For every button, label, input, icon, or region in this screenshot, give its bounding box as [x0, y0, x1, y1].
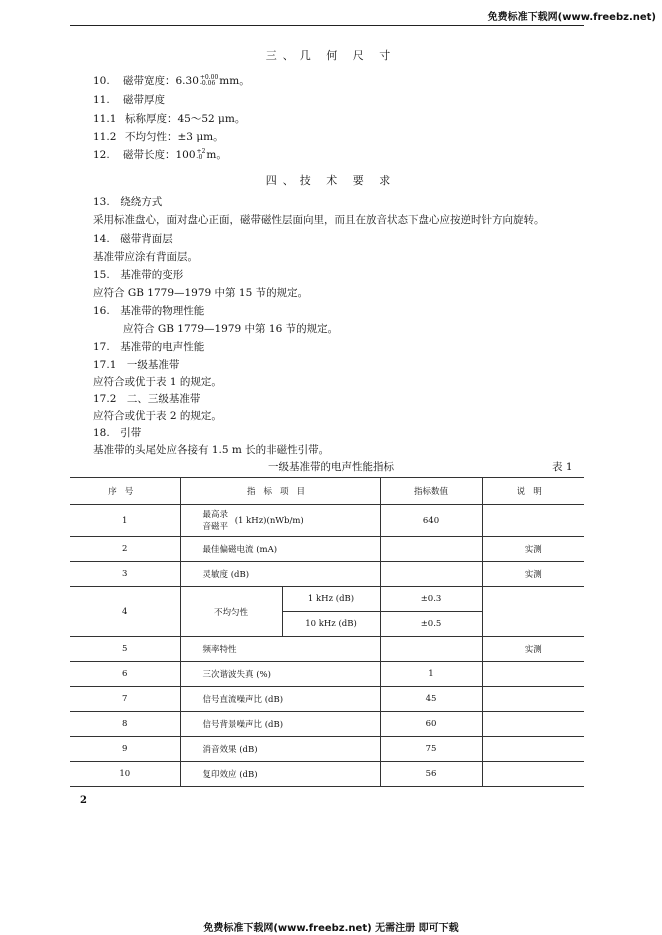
item-number: 11.2 [93, 131, 117, 143]
table-row [70, 562, 584, 587]
item-text: 磁带厚度 [123, 94, 165, 106]
cell-value: 45 [380, 687, 482, 712]
cell-no: 2 [70, 537, 180, 562]
tolerance-lower: -0 [196, 154, 203, 161]
req-line: 15. 基准带的变形 [93, 269, 184, 281]
item-name-extra: (1 kHz)(nWb/m) [234, 515, 304, 526]
req-line: 采用标准盘心，面对盘心正面，磁带磁性层面向里，而且在放音状态下盘心应按逆时针方向旋转。 [93, 214, 545, 226]
item-10-tape-width [93, 74, 250, 88]
section-title-geometry: 三、几 何 尺 寸 [265, 49, 397, 62]
table-row [70, 687, 584, 712]
item-name-stack [203, 509, 229, 533]
cell-value: 640 [380, 505, 482, 537]
req-line: 16. 基准带的物理性能 [93, 305, 205, 317]
item-unit: m。 [206, 149, 227, 161]
col-header-no: 序号 [70, 478, 180, 505]
site-header-text: 免费标准下载网(www.freebz.net) [487, 12, 656, 23]
item-number: 10. [93, 75, 110, 87]
electroacoustic-spec-table [70, 477, 584, 787]
cell-note [482, 737, 584, 762]
cell-note: 实测 [482, 562, 584, 587]
cell-note [482, 505, 584, 537]
cell-no: 3 [70, 562, 180, 587]
item-11-2-nonuniformity [93, 130, 224, 144]
cell-note [482, 762, 584, 787]
cell-value: 75 [380, 737, 482, 762]
item-value: 6.30 [175, 75, 199, 87]
cell-value: 1 [380, 662, 482, 687]
req-line: 17.2 二、三级基准带 [93, 393, 201, 405]
item-number: 11. [93, 94, 110, 106]
table-row [70, 662, 584, 687]
tolerance-lower: -0.06 [199, 80, 216, 87]
cell-no: 5 [70, 637, 180, 662]
req-line: 基准带应涂有背面层。 [93, 251, 198, 263]
table-row [70, 637, 584, 662]
req-line: 18. 引带 [93, 427, 142, 439]
cell-item: 灵敏度 (dB) [180, 562, 380, 587]
cell-value [380, 637, 482, 662]
cell-value: 60 [380, 712, 482, 737]
table-number: 表 1 [552, 461, 573, 473]
item-name-line2: 音磁平 [202, 521, 229, 532]
cell-note [482, 712, 584, 737]
req-line: 13. 绕绕方式 [93, 196, 163, 208]
cell-item [180, 505, 380, 537]
cell-no: 4 [70, 587, 180, 637]
tolerance-upper: +0.00 [199, 74, 219, 81]
cell-note [482, 587, 584, 637]
item-label: 磁带宽度： [123, 75, 176, 87]
cell-item: 信号背景噪声比 (dB) [180, 712, 380, 737]
req-line: 基准带的头尾处应各接有 1.5 m 长的非磁性引带。 [93, 444, 330, 456]
table-row [70, 587, 584, 612]
cell-item: 不均匀性 [180, 587, 282, 637]
cell-note: 实测 [482, 637, 584, 662]
table-row [70, 537, 584, 562]
req-line: 17. 基准带的电声性能 [93, 341, 205, 353]
site-footer-text: 免费标准下载网(www.freebz.net) 无需注册 即可下载 [203, 923, 459, 934]
cell-no: 6 [70, 662, 180, 687]
table-header-row [70, 478, 584, 505]
cell-value: 56 [380, 762, 482, 787]
item-name-line1: 最高录 [202, 509, 229, 520]
table-row [70, 737, 584, 762]
cell-item: 复印效应 (dB) [180, 762, 380, 787]
table-title: 一级基准带的电声性能指标 [268, 461, 394, 473]
cell-subitem: 1 kHz (dB) [282, 587, 380, 612]
col-header-value: 指标数值 [380, 478, 482, 505]
cell-note: 实测 [482, 537, 584, 562]
cell-item: 三次谐波失真 (%) [180, 662, 380, 687]
table-row [70, 505, 584, 537]
cell-item: 信号直流噪声比 (dB) [180, 687, 380, 712]
cell-value [380, 537, 482, 562]
cell-no: 9 [70, 737, 180, 762]
item-number: 12. [93, 149, 110, 161]
page-number: 2 [80, 795, 87, 806]
req-line: 应符合 GB 1779—1979 中第 16 节的规定。 [123, 323, 339, 335]
cell-value [380, 562, 482, 587]
item-number: 11.1 [93, 113, 117, 125]
cell-value: ±0.3 [380, 587, 482, 612]
header-divider [70, 25, 584, 26]
item-label: 磁带长度： [123, 149, 176, 161]
req-line: 应符合或优于表 2 的规定。 [93, 410, 222, 422]
item-text: 标称厚度：45～52 μm。 [125, 113, 246, 125]
table-row [70, 762, 584, 787]
cell-no: 8 [70, 712, 180, 737]
req-line: 应符合 GB 1779—1979 中第 15 节的规定。 [93, 287, 309, 299]
item-11-1-nominal-thickness [93, 112, 245, 126]
cell-no: 10 [70, 762, 180, 787]
req-line: 17.1 一级基准带 [93, 359, 180, 371]
item-12-tape-length [93, 148, 227, 162]
col-header-item: 指标项目 [180, 478, 380, 505]
cell-item: 最佳偏磁电流 (mA) [180, 537, 380, 562]
cell-no: 1 [70, 505, 180, 537]
col-header-note: 说明 [482, 478, 584, 505]
cell-value: ±0.5 [380, 612, 482, 637]
table-row [70, 712, 584, 737]
item-unit: mm。 [219, 75, 250, 87]
tolerance [200, 75, 218, 87]
req-line: 14. 磁带背面层 [93, 233, 173, 245]
cell-item: 消音效果 (dB) [180, 737, 380, 762]
req-line: 应符合或优于表 1 的规定。 [93, 376, 222, 388]
section-title-technical-requirements: 四、技 术 要 求 [265, 174, 397, 187]
cell-subitem: 10 kHz (dB) [282, 612, 380, 637]
tolerance [197, 149, 206, 161]
item-value: 100 [175, 149, 196, 161]
item-11-thickness [93, 93, 165, 107]
item-text: 不均匀性：±3 μm。 [125, 131, 224, 143]
cell-item: 频率特性 [180, 637, 380, 662]
tolerance-upper: +2 [196, 148, 206, 155]
cell-note [482, 662, 584, 687]
cell-note [482, 687, 584, 712]
cell-no: 7 [70, 687, 180, 712]
